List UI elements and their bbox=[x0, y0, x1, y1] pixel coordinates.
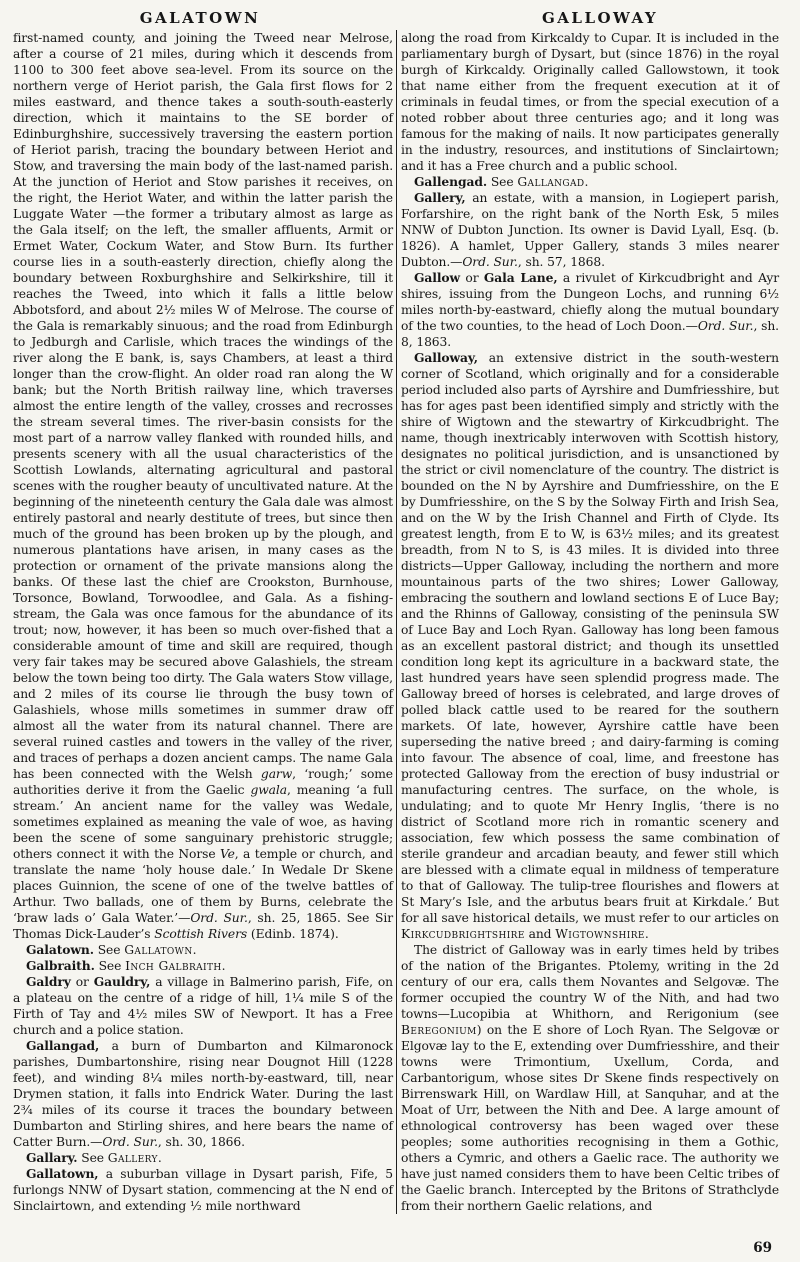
paragraph bbox=[13, 1038, 393, 1150]
paragraph bbox=[401, 190, 779, 270]
body-text: a suburban village in Dysart parish, Fife, 5 furlongs NNW of Dysart station, commencing at the N end of Sinclairtown, and extending ½ mile northward bbox=[13, 1167, 393, 1213]
body-text: gwala bbox=[250, 783, 287, 797]
body-text: along the road from Kirkcaldy to Cupar. It is included in the parliamentary burgh of Dysart, but (since 1876) in the royal burgh of Kirkcaldy. Originally called Gallowstown, it took that name either from the frequent execution at it of criminals in feudal times, or from the special execution of a noted robber about three centuries ago; and it long was famous for the making of nails. It now participates generally in the industry, resources, and institutions of Sinclairtown; and it has a Free church and a public school. bbox=[401, 31, 779, 173]
body-text: See bbox=[94, 959, 126, 973]
body-text: (Edinb. 1874). bbox=[247, 927, 339, 941]
body-text: Scottish Rivers bbox=[154, 927, 248, 941]
body-text: , meaning ‘a full stream.’ An ancient name for the valley was Wedale, sometimes explained as meaning the vale of woe, as having been the scene of some sanguinary prehistoric struggle; others connect it with the Norse bbox=[13, 783, 393, 861]
paragraph bbox=[401, 942, 779, 1214]
body-text: , sh. 30, 1866. bbox=[157, 1135, 245, 1149]
body-text: See bbox=[77, 1151, 108, 1165]
body-text: Ve bbox=[219, 847, 235, 861]
entry-name: Gauldry, bbox=[93, 974, 151, 989]
entry-name: Galdry bbox=[26, 974, 71, 989]
cross-reference: Gallery bbox=[107, 1151, 158, 1165]
entry-name: Gallengad. bbox=[414, 174, 488, 189]
body-text: garw bbox=[260, 767, 293, 781]
entry-name: Galatown. bbox=[26, 942, 94, 957]
body-text: first-named county, and joining the Tweed near Melrose, after a course of 21 miles, during which it descends from 1100 to 300 feet above sea-level. From its source on the northern verge of Heriot parish, the Gala first flows for 2 miles eastward, and thence takes a south-south-easterly direction, which it maintains to the SE border of Edinburghshire, successively traversing the eastern portion of Heriot parish, tracing the boundary between Heriot and Stow, and traversing the main body of the last-named parish. At the junction of Heriot and Stow parishes it receives, on the right, the Heriot Water, and within the latter parish the Luggate Water —the former a tributary almost as large as the Gala itself; on the left, the smaller affluents, Armit or Ermet Water, Cockum Water, and Stow Burn. Its further course lies in a south-easterly direction, chiefly along the boundary between Roxburghshire and Selkirkshire, till it reaches the Tweed, into which it falls a little below Abbotsford, and about 2½ miles W of Melrose. The course of the Gala is remarkably sinuous; and the road from Edinburgh to Jedburgh and Carlisle, which traces the windings of the river along the E bank, is, says Chambers, at least a third longer than the crow-flight. An older road ran along the W bank; but the North British railway line, which traverses almost the entire length of the valley, crosses and recrosses the stream several times. The river-basin consists for the most part of a narrow valley flanked with rounded hills, and presents scenery with all the usual characteristics of the Scottish Lowlands, alternating agricultural and pastoral scenes with the rougher beauty of uncultivated nature. At the beginning of the nineteenth century the Gala dale was almost entirely pastoral and nearly destitute of trees, but since then much of the ground has been broken up by the plough, and numerous plantations have arisen, in many cases as the protection or ornament of the private mansions along the banks. Of these last the chief are Crookston, Burnhouse, Torsonce, Bowland, Torwoodlee, and Gala. As a fishing-stream, the Gala was once famous for the abundance of its trout; now, however, it has been so much over-fished that a considerable amount of time and skill are required, though very fair takes may be secured above Galashiels, the stream below the town being too dirty. The Gala waters Stow village, and 2 miles of its course lie through the busy town of Galashiels, whose mills sometimes in summer draw off almost all the water from its natural channel. There are several ruined castles and towers in the valley of the river, and traces of perhaps a dozen ancient camps. The name Gala has been connected with the Welsh bbox=[13, 31, 393, 781]
body-text: Ord. Sur. bbox=[462, 255, 518, 269]
body-text: . bbox=[192, 943, 197, 957]
body-text: See bbox=[93, 943, 125, 957]
cross-reference: Gallatown bbox=[124, 943, 193, 957]
body-text: , sh. 57, 1868. bbox=[517, 255, 605, 269]
body-text: or bbox=[70, 975, 94, 989]
entry-name: Gallery, bbox=[414, 190, 466, 205]
body-text: See bbox=[487, 175, 518, 189]
paragraph bbox=[13, 1166, 393, 1214]
body-text: ) on the E shore of Loch Ryan. The Selgovæ or Elgovæ lay to the E, extending over Dumfriesshire, and their towns were Trimontium, Uxellum, Corda, and Carbantorigum, whose sites Dr Skene finds respectively on Birrenswark Hill, on Wardlaw Hill, at Sanquhar, and at the Moat of Urr, between the Nith and Dee. A large amount of ethnological controversy has been waged over these peoples; some authorities recognising in them a Gothic, others a Cymric, and others a Gaelic race. The authority we have just named considers them to have been Celtic tribes of the Gaelic branch. Intercepted by the Britons of Strathclyde from their northern Gaelic relations, and bbox=[401, 1023, 779, 1213]
body-text: an estate, with a mansion, in Logiepert parish, Forfarshire, on the right bank of the North Esk, 5 miles NNW of Dubton Junction. Its owner is David Lyall, Esq. (b. 1826). A hamlet, Upper Gallery, stands 3 miles nearer Dubton.— bbox=[401, 191, 779, 269]
paragraph bbox=[13, 974, 393, 1038]
column-divider-rule bbox=[396, 30, 397, 1214]
body-text: . bbox=[157, 1151, 162, 1165]
body-text: Ord. Sur. bbox=[102, 1135, 158, 1149]
right-column bbox=[401, 30, 779, 1214]
body-text: The district of Galloway was in early times held by tribes of the nation of the Brigantes. Ptolemy, writing in the 2d century of our era, calls them Novantes and Selgovæ. The former occupied the country W of the Nith, and had two towns—Lucopibia at Whithorn, and Rerigonium (see bbox=[401, 943, 779, 1021]
body-text: , sh. 8, 1863. bbox=[401, 319, 779, 349]
paragraph bbox=[13, 942, 393, 958]
entry-name: Gallatown, bbox=[26, 1166, 99, 1181]
body-text: a rivulet of Kirkcudbright and Ayr shires, issuing from the Dungeon Lochs, and running 6½ miles north-by-eastward, chiefly along the mutual boundary of the two counties, to the head of Loch Doon.— bbox=[401, 271, 779, 333]
body-text: Ord. Sur. bbox=[697, 319, 754, 333]
cross-reference: Beregonium bbox=[401, 1023, 477, 1037]
body-text: , a temple or church, and translate the name ‘holy house dale.’ In Wedale Dr Skene places Guinnion, the scene of one of the twelve battles of Arthur. Two ballads, one of them by Burns, celebrate the ‘braw lads o’ Gala Water.’— bbox=[13, 847, 393, 925]
paragraph bbox=[13, 30, 393, 942]
entry-name: Gallow bbox=[414, 270, 460, 285]
cross-reference: Gallangad bbox=[517, 175, 585, 189]
entry-name: Gala Lane, bbox=[483, 270, 558, 285]
running-heads bbox=[0, 0, 800, 27]
left-column bbox=[13, 30, 393, 1214]
cross-reference: Kirkcudbrightshire bbox=[401, 927, 525, 941]
paragraph bbox=[401, 174, 779, 190]
body-text: . bbox=[584, 175, 589, 189]
cross-reference: Inch Galbraith bbox=[125, 959, 222, 973]
paragraph bbox=[401, 30, 779, 174]
paragraph bbox=[401, 350, 779, 942]
cross-reference: Wigtownshire bbox=[555, 927, 645, 941]
body-text: an extensive district in the south-western corner of Scotland, which originally and for a considerable period included also parts of Ayrshire and Dumfriesshire, but has for ages past been identified simply and strictly with the shire of Wigtown and the stewartry of Kirkcudbright. The name, though inextricably interwoven with Scottish history, designates no political jurisdiction, and is unsanctioned by the strict or civil nomenclature of the country. The district is bounded on the N by Ayrshire and Dumfriesshire, on the E by Dumfriesshire, on the S by the Solway Firth and Irish Sea, and on the W by the Irish Channel and Firth of Clyde. Its greatest length, from E to W, is 63½ miles; and its greatest breadth, from N to S, is 43 miles. It is divided into three districts—Upper Galloway, including the northern and more mountainous parts of the two shires; Lower Galloway, embracing the southern and lowland sections E of Luce Bay; and the Rhinns of Galloway, consisting of the peninsula SW of Luce Bay and Loch Ryan. Galloway has long been famous as an excellent pastoral district; and though its unsettled condition long kept its agriculture in a backward state, the last hundred years have seen splendid progress made. The Galloway breed of horses is celebrated, and large droves of polled black cattle used to be reared for the southern markets. Of late, however, Ayrshire cattle have been superseding the native breed ; and dairy-farming is coming into favour. The absence of coal, lime, and freestone has protected Galloway from the erection of busy industrial or manufacturing centres. The surface, on the whole, is undulating; and to quote Mr Henry Inglis, ‘there is no district of Scotland more rich in romantic scenery and association, few which possess the same combination of sterile grandeur and arcadian beauty, and fewer still which are blessed with a climate equal in mildness of temperature to that of Galloway. The tulip-tree flourishes and flowers at St Mary’s Isle, and the arbutus bears fruit at Kirkdale.’ But for all save historical details, we must refer to our articles on bbox=[401, 351, 779, 925]
left-column-header: GALATOWN bbox=[139, 9, 261, 27]
entry-name: Galloway, bbox=[414, 350, 478, 365]
body-text: and bbox=[524, 927, 556, 941]
text-columns bbox=[0, 27, 800, 1214]
entry-name: Gallary. bbox=[26, 1150, 78, 1165]
body-text: . bbox=[644, 927, 649, 941]
body-text: . bbox=[221, 959, 226, 973]
body-text: , sh. 25, 1865. See Sir Thomas Dick-Lauder’s bbox=[13, 911, 393, 941]
body-text: a village in Balmerino parish, Fife, on a plateau on the centre of a ridge of hill, 1¼ mile S of the Firth of Tay and 4½ miles SW of Newport. It has a Free church and a police station. bbox=[13, 975, 394, 1037]
entry-name: Gallangad, bbox=[26, 1038, 100, 1053]
page-number: 69 bbox=[753, 1240, 772, 1256]
right-column-header: GALLOWAY bbox=[541, 9, 659, 27]
body-text: , ‘rough;’ some authorities derive it from the Gaelic bbox=[13, 767, 393, 797]
body-text: a burn of Dumbarton and Kilmaronock parishes, Dumbartonshire, rising near Dougnot Hill (1228 feet), and winding 8¼ miles north-by-eastward, till, near Drymen station, it falls into Endrick Water. During the last 2¾ miles of its course it traces the boundary between Dumbarton and Stirling shires, and here bears the name of Catter Burn.— bbox=[13, 1039, 393, 1149]
entry-name: Galbraith. bbox=[26, 958, 95, 973]
body-text: Ord. Sur. bbox=[190, 911, 248, 925]
paragraph bbox=[13, 1150, 393, 1166]
body-text: or bbox=[460, 271, 484, 285]
paragraph bbox=[401, 270, 779, 350]
paragraph bbox=[13, 958, 393, 974]
